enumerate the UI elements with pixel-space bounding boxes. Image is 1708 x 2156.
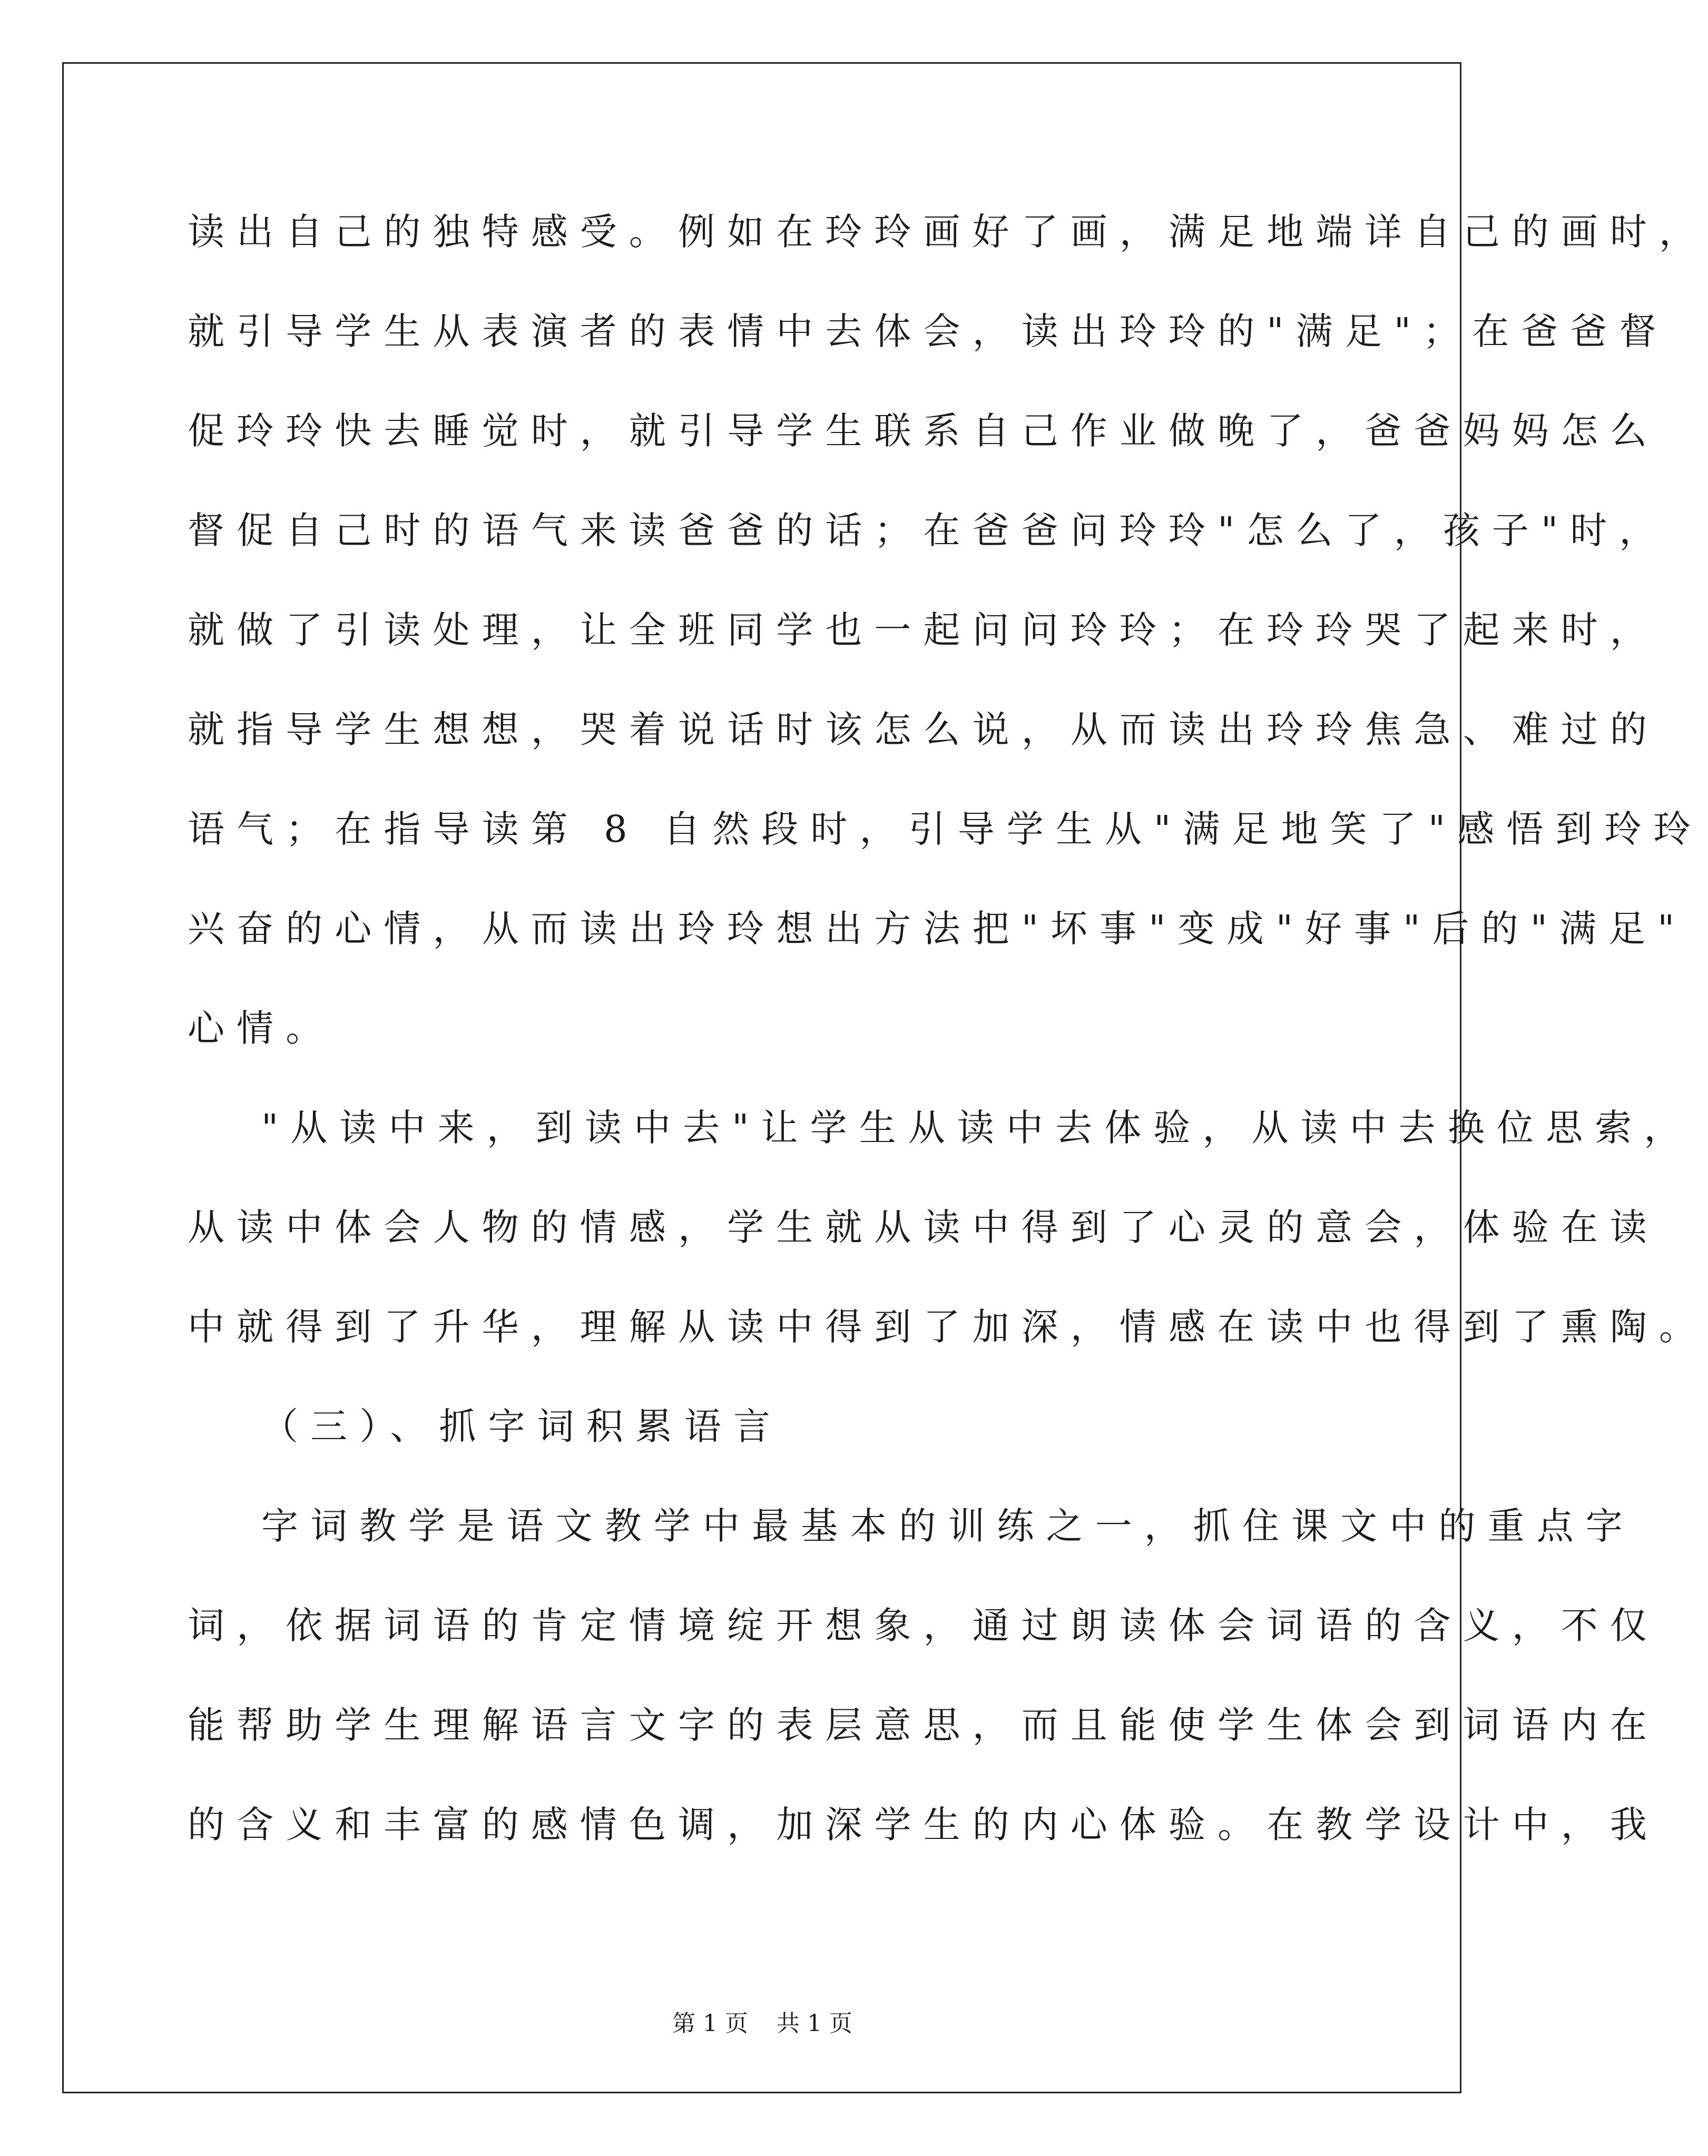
text-line: 就引导学生从表演者的表情中去体会，读出玲玲的"满足"；在爸爸督 bbox=[188, 310, 1668, 353]
text-line: 就指导学生想想，哭着说话时该怎么说，从而读出玲玲焦急、难过的 bbox=[188, 708, 1659, 751]
paragraph-start-line: "从读中来，到读中去"让学生从读中去体验，从读中去换位思索， bbox=[261, 1106, 1693, 1149]
text-line: 词，依据词语的肯定情境绽开想象，通过朗读体会词语的含义，不仅 bbox=[188, 1604, 1659, 1647]
text-line: 心情。 bbox=[188, 1007, 335, 1050]
text-line: 能帮助学生理解语言文字的表层意思，而且能使学生体会到词语内在 bbox=[188, 1704, 1659, 1747]
page-number: 第 1 页 bbox=[672, 2010, 748, 2037]
text-line: 中就得到了升华，理解从读中得到了加深，情感在读中也得到了熏陶。 bbox=[188, 1305, 1708, 1348]
text-line: 就做了引读处理，让全班同学也一起问问玲玲；在玲玲哭了起来时， bbox=[188, 608, 1659, 652]
text-line: 语气；在指导读第 8 自然段时，引导学生从"满足地笑了"感悟到玲玲 bbox=[188, 808, 1703, 851]
document-body bbox=[188, 208, 1708, 1901]
text-line: 读出自己的独特感受。例如在玲玲画好了画，满足地端详自己的画时， bbox=[188, 210, 1708, 253]
text-line: 督促自己时的语气来读爸爸的话；在爸爸问玲玲"怎么了，孩子"时， bbox=[188, 509, 1668, 552]
page-footer bbox=[0, 2008, 1525, 2040]
text-line: 兴奋的心情，从而读出玲玲想出方法把"坏事"变成"好事"后的"满足" bbox=[188, 907, 1687, 950]
section-heading: （三）、抓字词积累语言 bbox=[261, 1405, 783, 1448]
text-line: 的含义和丰富的感情色调，加深学生的内心体验。在教学设计中，我 bbox=[188, 1803, 1659, 1846]
text-line: 从读中体会人物的情感，学生就从读中得到了心灵的意会，体验在读 bbox=[188, 1206, 1659, 1249]
text-line: 促玲玲快去睡觉时，就引导学生联系自己作业做晚了，爸爸妈妈怎么 bbox=[188, 409, 1659, 452]
paragraph-start-line: 字词教学是语文教学中最基本的训练之一，抓住课文中的重点字 bbox=[261, 1504, 1635, 1548]
page-total: 共 1 页 bbox=[777, 2010, 852, 2037]
